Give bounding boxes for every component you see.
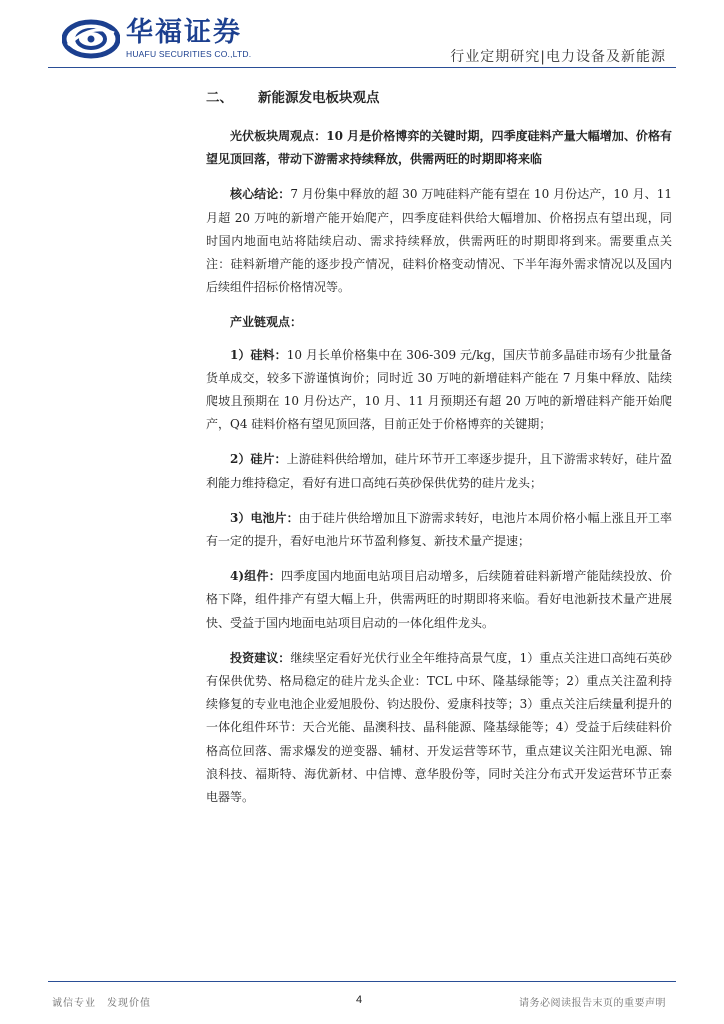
logo-chinese-name: 华福证券 [126, 17, 242, 48]
chain-item-label: 3）电池片： [230, 510, 299, 525]
section-heading [206, 88, 672, 108]
chain-item-text: 由于硅片供给增加且下游需求转好，电池片本周价格小幅上涨且开工率有一定的提升，看好电池片环节盈利修复、新技术量产提速； [206, 510, 672, 549]
investment-advice-paragraph [206, 647, 672, 809]
footer-disclaimer: 请务必阅读报告末页的重要声明 [519, 998, 666, 1009]
core-conclusion-text: 7 月份集中释放的超 30 万吨硅料产能有望在 10 月份达产，10 月、11 月超 20 万吨的新增产能开始爬产，四季度硅料供给大幅增加、价格拐点有望出现，同时国内地面电站将陆续启动、需求持续释放，供需两旺的时期即将到来。需要重点关注：硅料新增产能的逐步投产情况，硅料价格变动情况、下半年海外需求情况以及国内后续组件招标价格情况等。 [206, 187, 672, 295]
chain-item-text: 上游硅料供给增加，硅片环节开工率逐步提升，且下游需求转好，硅片盈利能力维持稳定，看好有进口高纯石英砂保供优势的硅片龙头； [206, 452, 672, 490]
investment-advice-text: 继续坚定看好光伏行业全年维持高景气度，1）重点关注进口高纯石英砂有保供优势、格局稳定的硅片龙头企业：TCL 中环、隆基绿能等；2）重点关注盈利持续修复的专业电池企业爱旭股份、钧达股份、爱康科技等；3）重点关注后续量利提升的一体化组件环节：天合光能、晶澳科技、晶科能源、隆基绿能等；4）受益于后续硅料价格高位回落、需求爆发的逆变器、辅材、开发运营等环节，重点建议关注阳光电源、锦浪科技、福斯特、海优新材、中信博、意华股份等，同时关注分布式开发运营环节正泰电器等。 [206, 650, 672, 805]
header-divider [48, 67, 676, 68]
report-body [206, 86, 672, 821]
core-conclusion-label: 核心结论： [230, 187, 291, 202]
page-number: 4 [356, 994, 363, 1006]
footer-divider [48, 981, 676, 982]
footer-slogan: 诚信专业 发现价值 [52, 998, 151, 1009]
company-logo [62, 18, 251, 59]
chain-item-module [206, 565, 672, 635]
chain-item-label: 4)组件： [230, 569, 281, 584]
chain-item-wafer [206, 448, 672, 494]
report-type: 行业定期研究|电力设备及新能源 [450, 49, 666, 65]
chain-item-cell [206, 507, 672, 553]
logo-english-name: HUAFU SECURITIES CO.,LTD. [126, 49, 252, 59]
investment-advice-label: 投资建议： [230, 650, 291, 665]
chain-item-label: 2）硅片： [230, 452, 287, 467]
section-number: 二、 [206, 90, 233, 106]
section-title: 新能源发电板块观点 [258, 90, 380, 106]
chain-item-text: 四季度国内地面电站项目启动增多，后续随着硅料新增产能陆续投放、价格下降，组件排产有望大幅上升，供需两旺的时期即将来临。看好电池新技术量产进展快、受益于国内地面电站项目启动的一体化组件龙头。 [206, 569, 672, 630]
page-header [0, 0, 724, 72]
chain-item-label: 1）硅料： [230, 347, 287, 362]
core-conclusion-paragraph [206, 183, 672, 299]
huafu-logo-icon [62, 19, 120, 59]
chain-item-text: 10 月长单价格集中在 306-309 元/kg，国庆节前多晶硅市场有少批量备货单成交，较多下游谨慎询价；同时近 30 万吨的新增硅料产能在 7 月集中释放、陆续爬坡且预期在 10 月份达产，10 月、11 月预期还有超 20 万吨的新增硅料产能开始爬产，Q4 硅料价格有望见顶回落，目前正处于价格博弈的关键期； [206, 347, 673, 432]
industry-chain-heading: 产业链观点： [230, 315, 303, 330]
pv-weekly-view: 光伏板块周观点：10 月是价格博弈的关键时期，四季度硅料产量大幅增加、价格有望见顶回落，带动下游需求持续释放，供需两旺的时期即将来临 [206, 129, 672, 167]
chain-item-polysilicon [206, 344, 672, 437]
